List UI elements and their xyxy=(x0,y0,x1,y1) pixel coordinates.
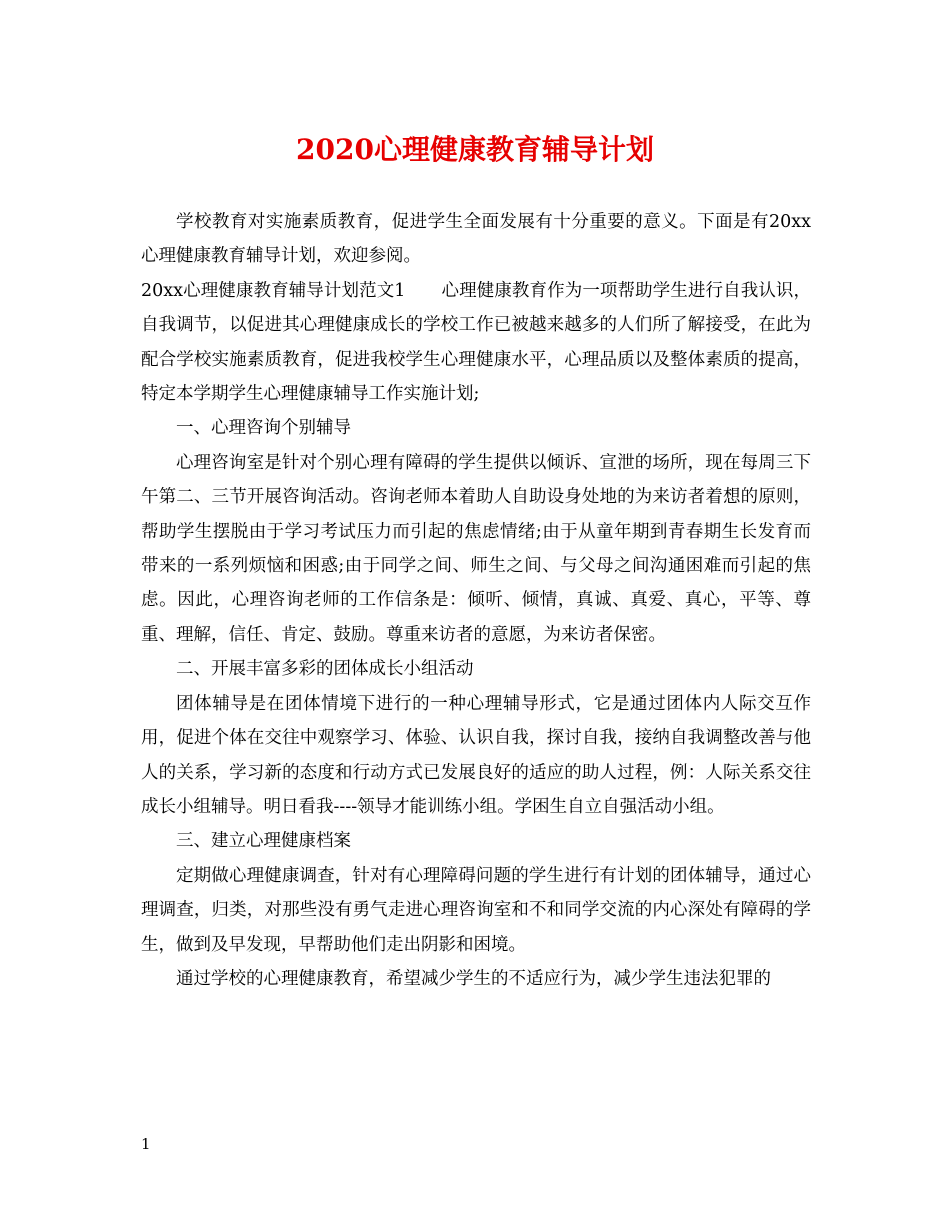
document-body xyxy=(141,205,811,996)
sample-paragraph xyxy=(141,274,811,412)
section-heading-3: 三、建立心理健康档案 xyxy=(176,831,351,852)
sample-text: 心理健康教育作为一项帮助学生进行自我认识，自我调节，以促进其心理健康成长的学校工作已被越来越多的人们所了解接受，在此为配合学校实施素质教育，促进我校学生心理健康水平，心理品质以及整体素质的提高，特定本学期学生心理健康辅导工作实施计划; xyxy=(141,280,812,405)
document-title: 2020心理健康教育辅导计划 xyxy=(296,133,654,166)
section-body-3: 定期做心理健康调查，针对有心理障碍问题的学生进行有计划的团体辅导，通过心理调查，归类，对那些没有勇气走进心理咨询室和不和同学交流的内心深处有障碍的学生，做到及早发现，早帮助他们走出阴影和困境。 xyxy=(141,865,811,955)
section-body-1: 心理咨询室是针对个别心理有障碍的学生提供以倾诉、宣泄的场所，现在每周三下午第二、三节开展咨询活动。咨询老师本着助人自助设身处地的为来访者着想的原则，帮助学生摆脱由于学习考试压力而引起的焦虑情绪;由于从童年期到青春期生长发育而带来的一系列烦恼和困惑;由于同学之间、师生之间、与父母之间沟通困难而引起的焦虑。因此，心理咨询老师的工作信条是：倾听、倾情，真诚、真爱、真心，平等、尊重、理解，信任、肯定、鼓励。尊重来访者的意愿，为来访者保密。 xyxy=(141,452,811,645)
section-body-2: 团体辅导是在团体情境下进行的一种心理辅导形式，它是通过团体内人际交互作用，促进个体在交往中观察学习、体验、认识自我，探讨自我，接纳自我调整改善与他人的关系，学习新的态度和行动方式已发展良好的适应的助人过程，例：人际关系交往成长小组辅导。明日看我----领导才能训练小组。学困生自立自强活动小组。 xyxy=(141,693,811,817)
section-heading-1: 一、心理咨询个别辅导 xyxy=(176,418,351,439)
section-heading-2: 二、开展丰富多彩的团体成长小组活动 xyxy=(176,659,474,680)
page-number: 1 xyxy=(141,1135,151,1153)
intro-paragraph: 学校教育对实施素质教育，促进学生全面发展有十分重要的意义。下面是有20xx心理健康教育辅导计划，欢迎参阅。 xyxy=(141,212,811,267)
sample-label: 20xx心理健康教育辅导计划范文1 xyxy=(141,280,406,301)
section-body-4: 通过学校的心理健康教育，希望减少学生的不适应行为，减少学生违法犯罪的 xyxy=(176,968,771,989)
